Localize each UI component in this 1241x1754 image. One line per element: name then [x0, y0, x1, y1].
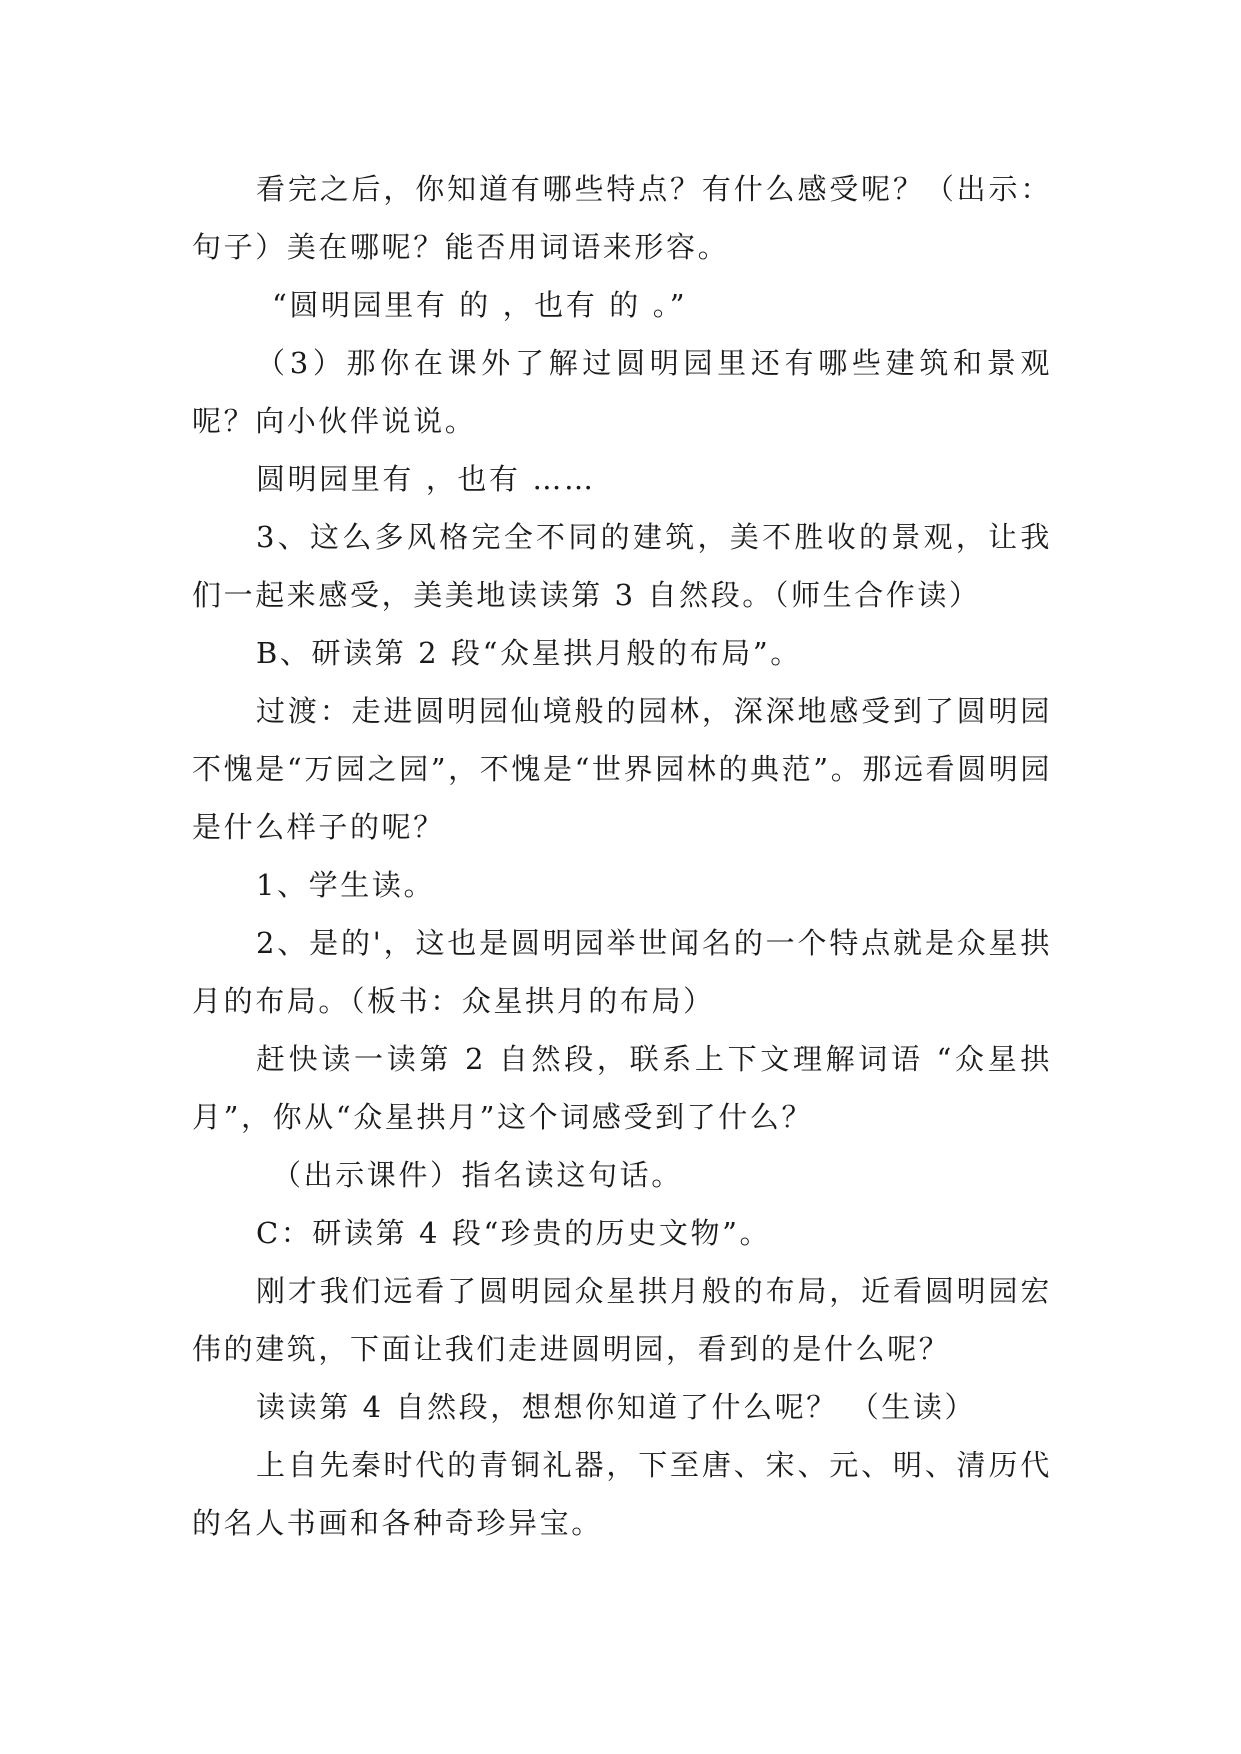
- document-page: [192, 160, 1052, 1552]
- paragraph-feature-question: 看完之后，你知道有哪些特点？有什么感受呢？（出示：句子）美在哪呢？能否用词语来形容。: [192, 172, 1052, 264]
- paragraph-step-2: 2、是的'，这也是圆明园举世闻名的一个特点就是众星拱月的布局。（板书：众星拱月的布局）: [192, 926, 1052, 1018]
- paragraph-transition: 过渡：走进圆明园仙境般的园林，深深地感受到了圆明园不愧是“万园之园”，不愧是“世界园林的典范”。那远看圆明园是什么样子的呢？: [192, 694, 1052, 844]
- paragraph-read-section-4: 读读第 4 自然段，想想你知道了什么呢？ （生读）: [256, 1390, 977, 1424]
- paragraph-relics: 上自先秦时代的青铜礼器，下至唐、宋、元、明、清历代的名人书画和各种奇珍异宝。: [192, 1448, 1052, 1540]
- paragraph-heading-c: C：研读第 4 段“珍贵的历史文物”。: [256, 1216, 772, 1250]
- paragraph-extracurricular-question: （3）那你在课外了解过圆明园里还有哪些建筑和景观呢？向小伙伴说说。: [192, 346, 1052, 438]
- paragraph-sentence-pattern: 圆明园里有 ，也有 ……: [256, 462, 596, 496]
- paragraph-heading-b: B、研读第 2 段“众星拱月般的布局”。: [256, 636, 802, 670]
- paragraph-show-courseware: （出示课件）指名读这句话。: [272, 1158, 683, 1192]
- paragraph-read-section-3: 3、这么多风格完全不同的建筑，美不胜收的景观，让我们一起来感受，美美地读读第 3 自然段。（师生合作读）: [192, 520, 1052, 612]
- paragraph-look-closer: 刚才我们远看了圆明园众星拱月般的布局，近看圆明园宏伟的建筑，下面让我们走进圆明园，看到的是什么呢？: [192, 1274, 1052, 1366]
- paragraph-read-section-2: 赶快读一读第 2 自然段，联系上下文理解词语 “众星拱月”，你从“众星拱月”这个词感受到了什么？: [192, 1042, 1052, 1134]
- paragraph-fill-in-sentence: “圆明园里有 的 ，也有 的 。”: [272, 288, 688, 322]
- paragraph-step-1: 1、学生读。: [256, 868, 436, 902]
